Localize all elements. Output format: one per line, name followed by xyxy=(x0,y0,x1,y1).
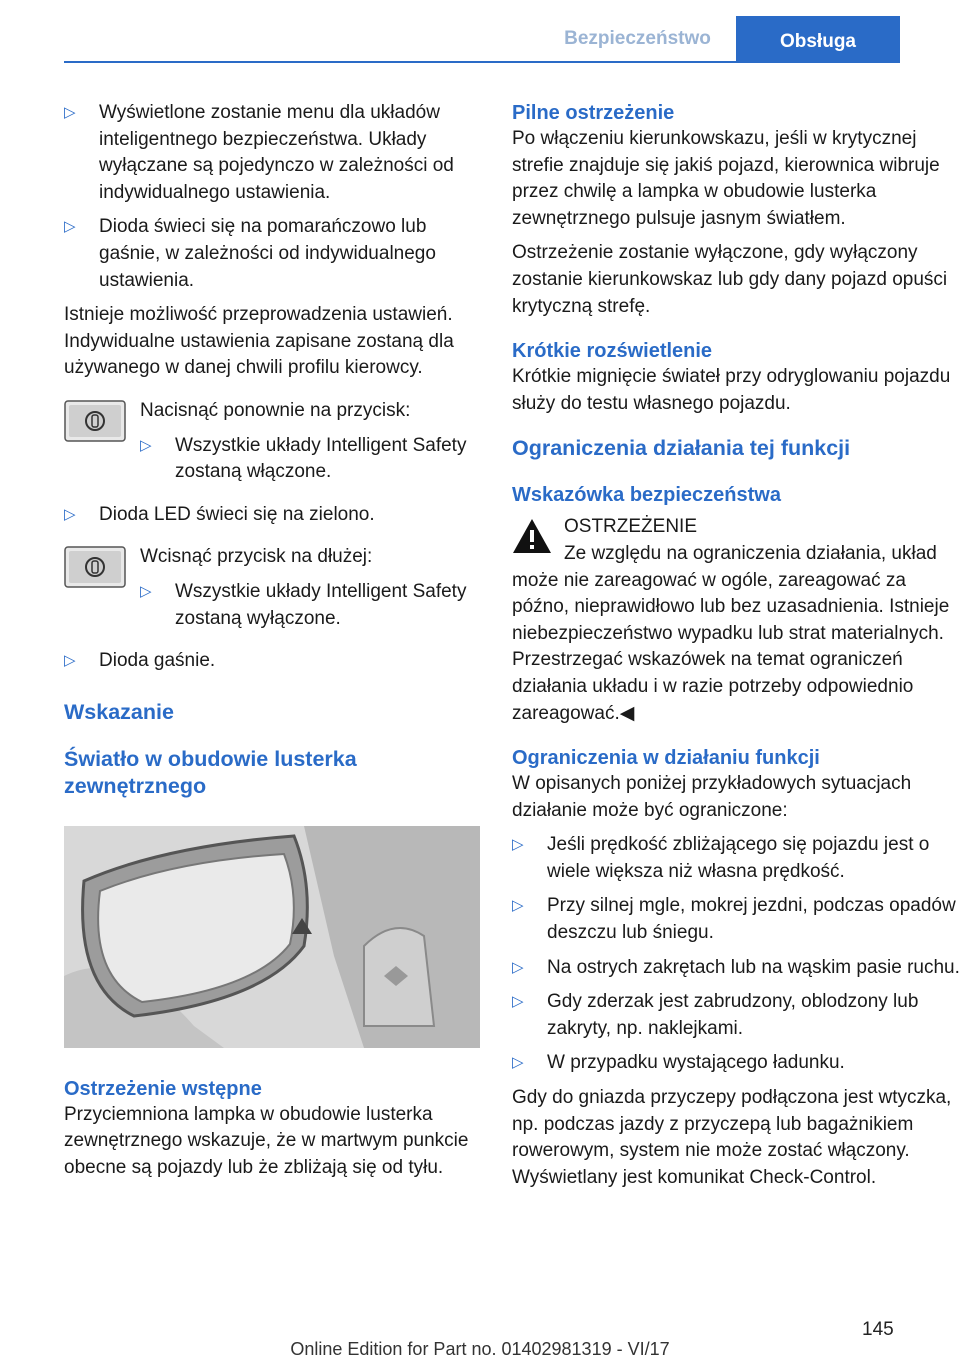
list-item: ▷ Dioda świeci się na pomarańczowo lub gaśnie, w zależności od indywidualnego ustawienia. xyxy=(64,216,436,291)
subsection-heading: Światło w obudowie lusterka zewnętrznego xyxy=(64,746,357,798)
side-mirror-illustration xyxy=(64,826,480,1048)
triangle-bullet-icon: ▷ xyxy=(140,582,152,600)
subsection-heading: Ograniczenia w działaniu funkcji xyxy=(512,747,820,770)
list-item: ▷ Przy silnej mgle, mokrej jezdni, podczas opadów deszczu lub śniegu. xyxy=(512,895,956,944)
triangle-bullet-icon: ▷ xyxy=(512,1054,524,1072)
triangle-bullet-icon: ▷ xyxy=(64,218,76,236)
edition-footer: Online Edition for Part no. 01402981319 - VI/17 xyxy=(290,1339,670,1359)
triangle-bullet-icon: ▷ xyxy=(140,436,152,454)
triangle-bullet-icon: ▷ xyxy=(64,652,76,670)
list-item: ▷ Wszystkie układy Intelligent Safety zostaną włączone. xyxy=(140,434,467,483)
triangle-bullet-icon: ▷ xyxy=(512,958,524,976)
section-heading: Ograniczenia działania tej funkcji xyxy=(512,436,851,461)
paragraph: Istnieje możliwość przeprowadzenia ustawień. Indywidualne ustawienia zapisane zostaną dla używanego w danej chwili profilu kierowcy. xyxy=(64,304,454,379)
warning-title: OSTRZEŻENIE xyxy=(564,516,698,538)
paragraph: Gdy do gniazda przyczepy podłączona jest wtyczka, np. podczas jazdy z przyczepą lub bagażnikiem rowerowym, system nie może zostać włączony. Wyświetlany jest komunikat Check-Control. xyxy=(512,1087,952,1188)
subsection-heading: Wskazówka bezpieczeństwa xyxy=(512,484,781,507)
list-item: ▷ Gdy zderzak jest zabrudzony, oblodzony lub zakryty, np. naklejkami. xyxy=(512,991,919,1039)
triangle-bullet-icon: ▷ xyxy=(64,505,76,523)
intelligent-safety-button-icon xyxy=(64,400,126,442)
list-item: ▷ Wyświetlone zostanie menu dla układów inteligentnego bezpieczeństwa. Układy wyłączane są pojedynczo w zależności od indywidualnego ustawienia. xyxy=(64,102,454,203)
paragraph: W opisanych poniżej przykładowych sytuacjach działanie może być ograniczone: xyxy=(512,773,912,821)
subsection-heading: Krótkie rozświetlenie xyxy=(512,340,713,363)
paragraph: Po włączeniu kierunkowskazu, jeśli w krytycznej strefie znajduje się jakiś pojazd, kierownica wibruje przez chwilę a lampka w obudowie lusterka zewnętrznego pulsuje jasnym światłem. xyxy=(512,128,940,229)
header-section-title: Bezpieczeństwo xyxy=(564,28,711,49)
list-item: ▷ Jeśli prędkość zbliżającego się pojazdu jest o wiele większa niż własna prędkość. xyxy=(512,834,930,882)
triangle-bullet-icon: ▷ xyxy=(512,993,524,1011)
paragraph: Krótkie mignięcie świateł przy odryglowaniu pojazdu służy do testu własnego pojazdu. xyxy=(512,366,951,414)
triangle-bullet-icon: ▷ xyxy=(64,104,76,121)
paragraph: Ostrzeżenie zostanie wyłączone, gdy wyłączony zostanie kierunkowskaz lub gdy dany pojazd opuści krytyczną strefę. xyxy=(512,242,948,317)
list-item: ▷ W przypadku wystającego ładunku. xyxy=(512,1050,960,1077)
section-heading: Wskazanie xyxy=(64,699,174,724)
button-instruction-off: Wcisnąć przycisk na dłużej: ▷ Wszystkie układy Intelligent Safety zostaną wyłączone. xyxy=(64,544,482,640)
page-number: 145 xyxy=(862,1319,894,1340)
button-instruction-on: Nacisnąć ponownie na przycisk: ▷ Wszystkie układy Intelligent Safety zostaną włączone. xyxy=(64,398,482,494)
warning-box xyxy=(512,514,960,727)
warning-triangle-icon xyxy=(512,518,552,554)
list-item: ▷ Na ostrych zakrętach lub na wąskim pasie ruchu. xyxy=(512,955,960,982)
list-item: ▷ Dioda LED świeci się na zielono. xyxy=(64,502,482,529)
subsection-heading: Pilne ostrzeżenie xyxy=(512,102,675,124)
triangle-bullet-icon: ▷ xyxy=(512,897,524,915)
intelligent-safety-button-icon xyxy=(64,546,126,588)
warning-text: Ze względu na ograniczenia działania, układ może nie zareagować w ogóle, zareagować za późno, nieprawidłowo lub bez uzasadnienia. Istnieje niebezpieczeństwo wypadku lub strat materialnych. Przestrzegać wskazówek na temat ograniczeń działania układu i w razie potrzeby odpowiednio zareagować.◀ xyxy=(512,542,950,724)
right-column xyxy=(512,100,960,1199)
subsection-heading: Ostrzeżenie wstępne xyxy=(64,1077,262,1100)
list-item: ▷ Wszystkie układy Intelligent Safety zostaną wyłączone. xyxy=(140,580,467,629)
left-column xyxy=(64,100,482,1189)
page-header xyxy=(0,0,960,64)
triangle-bullet-icon: ▷ xyxy=(512,836,524,854)
header-rule xyxy=(64,61,900,63)
list-item: ▷ Dioda gaśnie. xyxy=(64,648,482,675)
header-chapter-tab: Obsługa xyxy=(736,16,900,61)
paragraph: Przyciemniona lampka w obudowie lusterka zewnętrznego wskazuje, że w martwym punkcie obecne są pojazdy lub że zbliżają się od tyłu. xyxy=(64,1103,469,1178)
